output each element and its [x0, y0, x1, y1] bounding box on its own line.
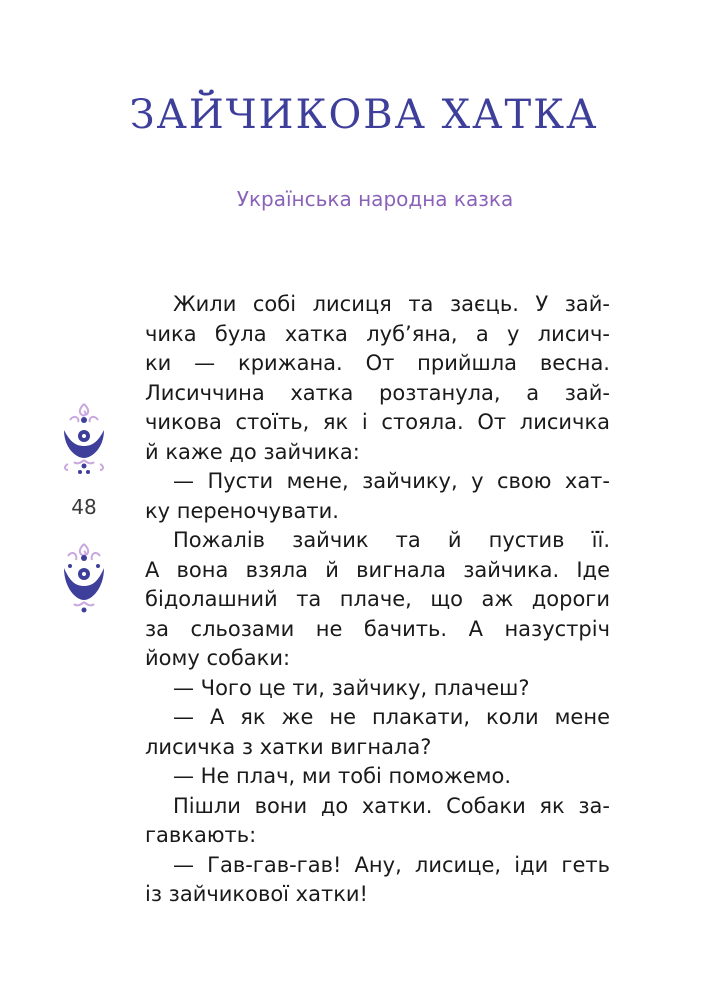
- folk-ornament-icon: [56, 400, 112, 480]
- story-line: ку переночувати.: [145, 498, 339, 523]
- page-number: 48: [71, 495, 97, 519]
- story-line: — Гав-гав-гав! Ану, лисице, іди геть: [173, 852, 610, 877]
- story-line: Жили собі лисиця та заєць. У зай-: [173, 292, 610, 316]
- story-line: чикова стоїть, як і стояла. От лисичка: [145, 410, 610, 434]
- story-line: — Не плач, ми тобі поможемо.: [173, 764, 512, 788]
- story-line: ки — крижана. От прийшла весна.: [145, 351, 610, 375]
- story-line: із зайчикової хатки!: [145, 882, 368, 906]
- story-subtitle: Українська народна казка: [236, 187, 514, 211]
- story-line: за сльозами не бачить. А назустріч: [145, 616, 610, 641]
- story-title: ЗАЙЧИКОВА ХАТКА: [129, 92, 599, 138]
- story-line: гавкають:: [145, 823, 257, 847]
- story-line: Пішли вони до хатки. Собаки як за-: [173, 793, 610, 818]
- story-line: лисичка з хатки вигнала?: [145, 734, 432, 759]
- story-line: чика була хатка луб’яна, а у лисич-: [145, 321, 610, 346]
- story-line: — Чого це ти, зайчику, плачеш?: [173, 675, 530, 700]
- story-text: [145, 290, 610, 910]
- story-line: А вона взяла й вигнала зайчика. Іде: [145, 557, 610, 582]
- story-line: йому собаки:: [145, 646, 291, 670]
- story-line: — Пусти мене, зайчику, у свою хат-: [173, 469, 610, 493]
- folk-ornament-icon: [56, 540, 112, 620]
- story-line: бідолашний та плаче, що аж дороги: [145, 587, 610, 611]
- story-line: — А як же не плакати, коли мене: [173, 705, 610, 729]
- story-line: Лисиччина хатка розтанула, а зай-: [145, 380, 610, 405]
- story-line: Пожалів зайчик та й пустив її.: [173, 528, 610, 552]
- story-line: й каже до зайчика:: [145, 439, 360, 464]
